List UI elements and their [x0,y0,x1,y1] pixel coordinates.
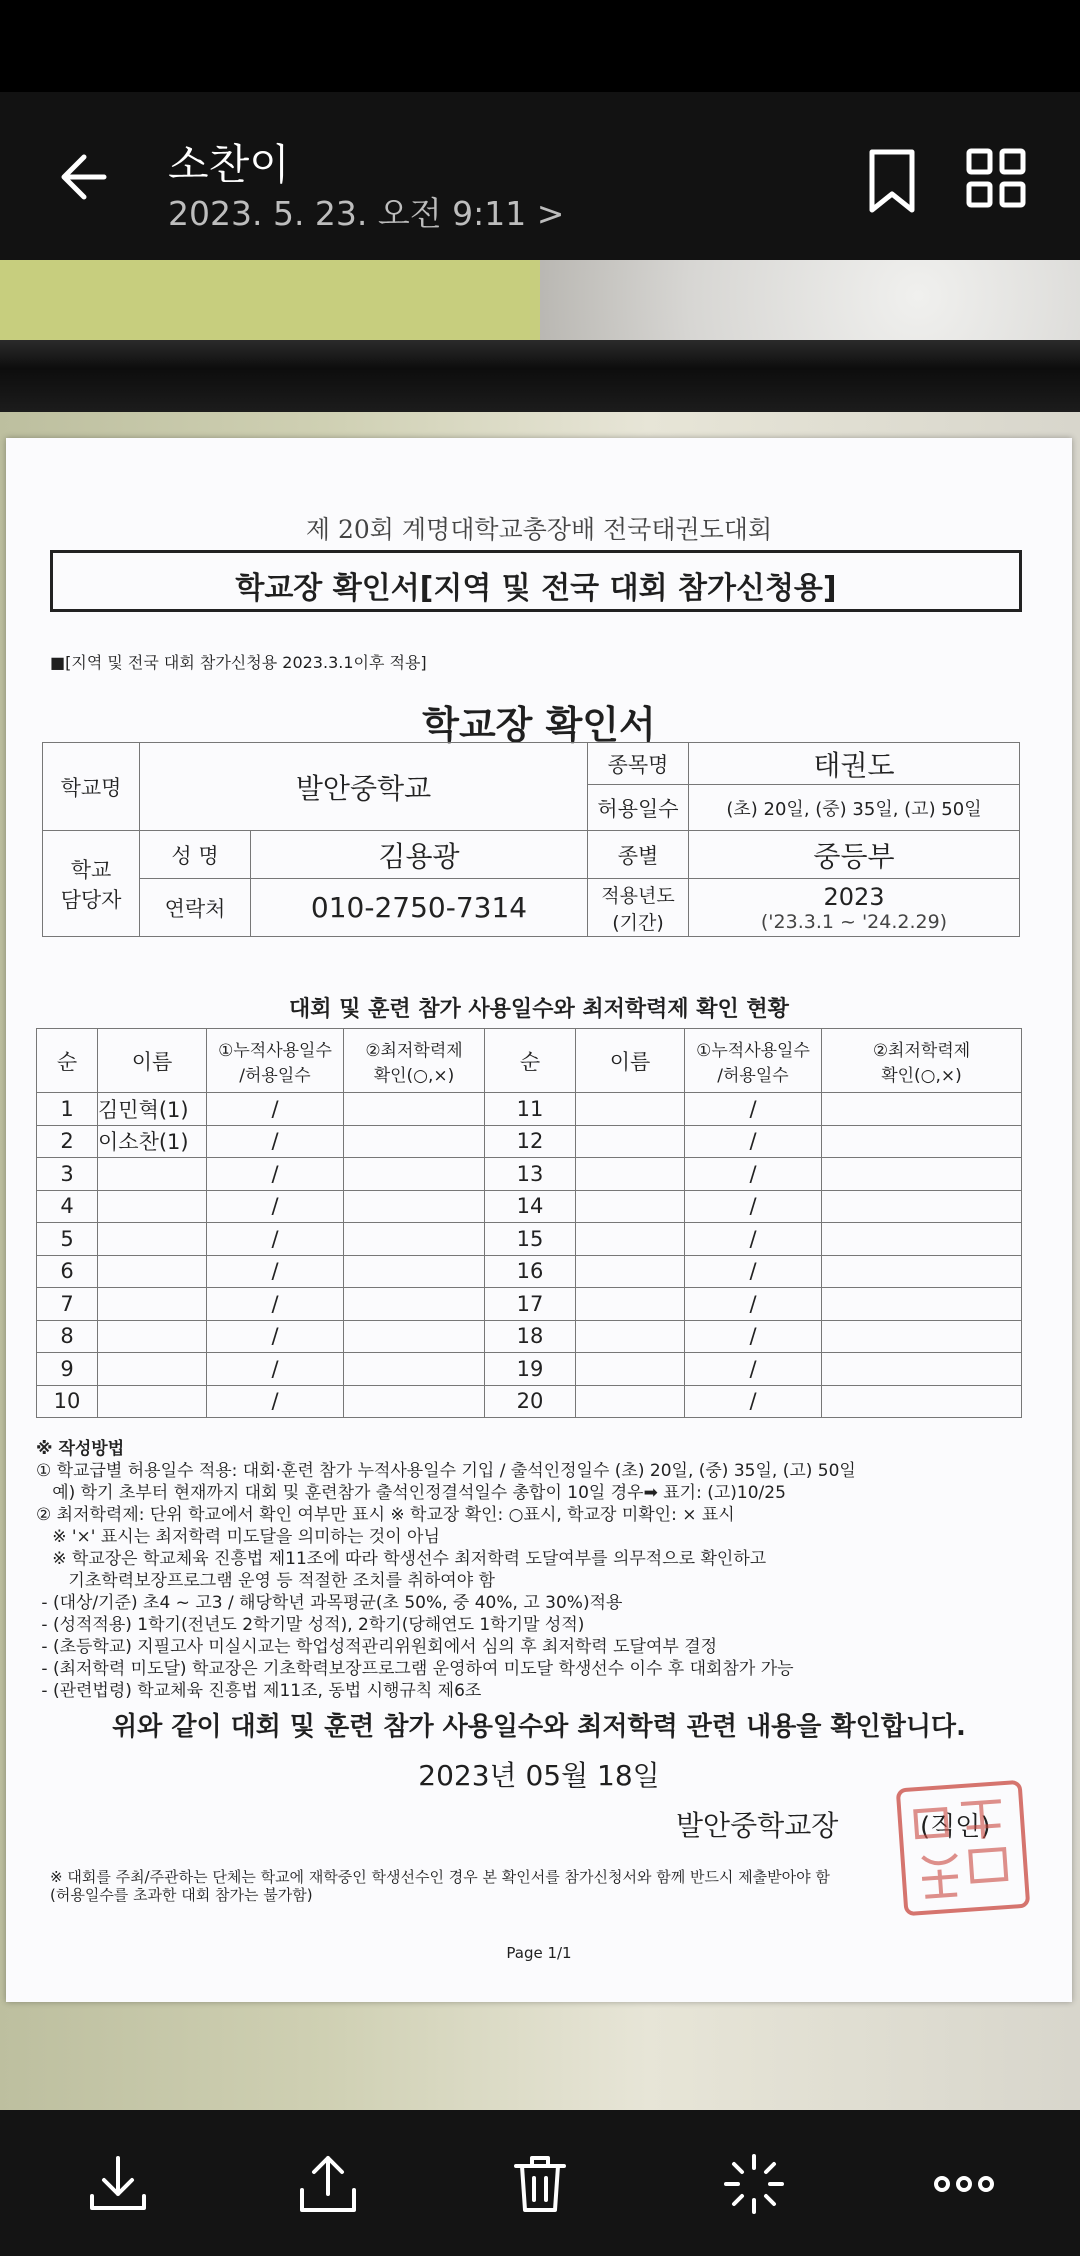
official-seal [896,1780,1031,1916]
note-line: 기초학력보장프로그램 운영 등 적절한 조치를 취하여야 함 [36,1571,495,1591]
row-number: 15 [485,1223,576,1256]
row-number: 14 [485,1190,576,1223]
grade-check [822,1255,1022,1288]
note-line: - (성적적용) 1학기(전년도 2학기말 성적), 2학기(당해연도 1학기말 성적) [36,1615,585,1635]
participant-name: 이소찬(1) [98,1125,207,1158]
grade-check [344,1125,485,1158]
participant-name [98,1158,207,1191]
used-days: / [685,1353,822,1386]
signer: 발안중학교장 [676,1809,839,1842]
note-line: ① 학교급별 허용일수 적용: 대회·훈련 참가 누적사용일수 기입 / 출석인정일수 (초) 20일, (중) 35일, (고) 50일 [36,1461,856,1481]
photo-viewer[interactable] [0,260,1080,2110]
row-number: 17 [485,1288,576,1321]
participant-name: 김민혁(1) [98,1093,207,1126]
grade-check [344,1190,485,1223]
grade-check [344,1320,485,1353]
header-grade: ②최저학력제 확인(○,×) [344,1029,485,1093]
participant-name [576,1158,685,1191]
row-number: 6 [37,1255,98,1288]
sport-value: 태권도 [689,743,1020,785]
used-days: / [685,1223,822,1256]
grade-check [344,1288,485,1321]
note-line: - (대상/기준) 초4 ~ 고3 / 해당학년 과목평균(초 50%, 중 40%, 고 30%)적용 [36,1593,623,1613]
row-number: 16 [485,1255,576,1288]
row-number: 4 [37,1190,98,1223]
usage-label: ■[지역 및 전국 대회 참가신청용 2023.3.1이후 적용] [50,653,427,672]
title-box-text: 학교장 확인서[지역 및 전국 대회 참가신청용] [235,571,837,606]
main-title: 학교장 확인서 [422,703,656,747]
name-value: 김용광 [251,831,588,879]
bookmark-icon[interactable] [862,146,922,216]
info-table [42,742,1020,937]
used-days: / [207,1125,344,1158]
year-cell [689,879,1020,937]
division-label: 종별 [588,831,689,879]
participant-name [98,1223,207,1256]
used-days: / [207,1158,344,1191]
document-date: 2023년 05월 18일 [418,1759,660,1792]
row-number: 13 [485,1158,576,1191]
participant-name [576,1093,685,1126]
document-page [6,438,1072,2002]
division-value: 중등부 [689,831,1020,879]
row-number: 5 [37,1223,98,1256]
table-row [37,1255,1022,1288]
used-days: / [207,1385,344,1418]
grade-check [344,1255,485,1288]
table-row [37,1093,1022,1126]
note-line: ※ 학교장은 학교체육 진흥법 제11조에 따라 학생선수 최저학력 도달여부를 의무적으로 확인하고 [36,1549,767,1569]
table-row [37,1320,1022,1353]
header-name: 이름 [98,1029,207,1093]
header-no: 순 [37,1029,98,1093]
grade-check [822,1385,1022,1418]
participant-name [98,1255,207,1288]
contact-value: 010-2750-7314 [251,879,588,937]
participant-name [576,1385,685,1418]
used-days: / [685,1385,822,1418]
notes [36,1438,1046,1702]
event-name: 제 20회 계명대학교총장배 전국태권도대회 [305,515,773,544]
used-days: / [207,1288,344,1321]
header-name: 이름 [576,1029,685,1093]
table-row [37,1385,1022,1418]
participant-name [576,1125,685,1158]
used-days: / [685,1125,822,1158]
participant-name [576,1288,685,1321]
participant-name [576,1353,685,1386]
magic-wand-icon[interactable] [720,2150,788,2218]
participant-name [98,1353,207,1386]
participant-name [576,1190,685,1223]
download-icon[interactable] [84,2150,152,2218]
used-days: / [685,1190,822,1223]
trash-icon[interactable] [506,2150,574,2218]
note-line: - (초등학교) 지필고사 미실시교는 학업성적관리위원회에서 심의 후 최저학력 도달여부 결정 [36,1637,718,1657]
allowed-value: (초) 20일, (중) 35일, (고) 50일 [689,785,1020,831]
row-number: 10 [37,1385,98,1418]
year-value: 2023 [823,882,885,911]
used-days: / [207,1190,344,1223]
participant-name [98,1288,207,1321]
row-number: 12 [485,1125,576,1158]
seal-label: (직인) [920,1812,991,1842]
status-bar [0,0,1080,92]
grade-check [822,1125,1022,1158]
title-box [50,550,1022,612]
year-label: 적용년도 (기간) [588,879,689,937]
photo-date[interactable]: 2023. 5. 23. 오전 9:11 > [168,194,565,233]
school-label: 학교명 [43,743,140,831]
bottom-action-bar [0,2110,1080,2256]
grade-check [344,1353,485,1386]
table-row [37,1223,1022,1256]
note-line: ※ 작성방법 [36,1439,125,1459]
participant-name [576,1223,685,1256]
used-days: / [685,1288,822,1321]
participant-name [576,1255,685,1288]
used-days: / [685,1158,822,1191]
used-days: / [685,1093,822,1126]
header-days: ①누적사용일수 /허용일수 [685,1029,822,1093]
table-row [37,1353,1022,1386]
note-line: - (최저학력 미도달) 학교장은 기초학력보장프로그램 운영하여 미도달 학생선수 이수 후 대회참가 가능 [36,1659,794,1679]
note-line: - (관련법령) 학교체육 진흥법 제11조, 동법 시행규칙 제6조 [36,1681,482,1701]
note-line: 예) 학기 초부터 현재까지 대회 및 훈련참가 출석인정결석일수 총합이 10일 경우➡ 표기: (고)10/25 [36,1483,786,1503]
header-no: 순 [485,1029,576,1093]
used-days: / [207,1320,344,1353]
page-number: Page 1/1 [506,1944,572,1962]
participant-name [98,1320,207,1353]
grade-check [822,1158,1022,1191]
row-number: 19 [485,1353,576,1386]
row-number: 11 [485,1093,576,1126]
grade-check [822,1093,1022,1126]
school-value: 발안중학교 [140,743,588,831]
grade-check [344,1223,485,1256]
back-arrow-icon[interactable] [52,142,122,212]
share-icon[interactable] [294,2150,362,2218]
photo-background [0,260,540,350]
allowed-label: 허용일수 [588,785,689,831]
row-number: 9 [37,1353,98,1386]
used-days: / [207,1255,344,1288]
footnote: ※ 대회를 주최/주관하는 단체는 학교에 재학중인 학생선수인 경우 본 확인서를 참가신청서와 함께 반드시 제출받아야 함 (허용일수를 초과한 대회 참가는 불가함) [50,1868,830,1904]
section-title: 대회 및 훈련 참가 사용일수와 최저학력제 확인 현황 [289,997,789,1022]
grade-check [822,1288,1022,1321]
grade-check [822,1223,1022,1256]
top-app-bar [0,92,1080,260]
participant-name [576,1320,685,1353]
participant-name [98,1190,207,1223]
confirm-text: 위와 같이 대회 및 훈련 참가 사용일수와 최저학력 관련 내용을 확인합니다. [112,1712,966,1742]
sport-label: 종목명 [588,743,689,785]
row-number: 2 [37,1125,98,1158]
used-days: / [685,1255,822,1288]
row-number: 3 [37,1158,98,1191]
contact-label: 연락처 [140,879,251,937]
used-days: / [207,1223,344,1256]
table-row [37,1190,1022,1223]
row-number: 8 [37,1320,98,1353]
grade-check [344,1158,485,1191]
grade-check [822,1190,1022,1223]
name-label: 성 명 [140,831,251,879]
more-icon[interactable] [930,2150,998,2218]
note-line: ※ '×' 표시는 최저학력 미도달을 의미하는 것이 아님 [36,1527,440,1547]
used-days: / [207,1353,344,1386]
grid-view-icon[interactable] [966,148,1026,208]
period-value: ('23.3.1 ~ '24.2.29) [760,910,948,933]
header-days: ①누적사용일수 /허용일수 [207,1029,344,1093]
row-number: 7 [37,1288,98,1321]
table-row [37,1158,1022,1191]
grade-check [822,1320,1022,1353]
header-grade: ②최저학력제 확인(○,×) [822,1029,1022,1093]
album-title: 소찬이 [168,140,290,189]
row-number: 1 [37,1093,98,1126]
row-number: 20 [485,1385,576,1418]
photo-background [540,260,1080,350]
manager-label: 학교 담당자 [43,831,140,937]
photo-background [0,340,1080,412]
row-number: 18 [485,1320,576,1353]
note-line: ② 최저학력제: 단위 학교에서 확인 여부만 표시 ※ 학교장 확인: ○표시, 학교장 미확인: × 표시 [36,1505,735,1525]
used-days: / [685,1320,822,1353]
grade-check [344,1093,485,1126]
participant-name [98,1385,207,1418]
table-row [37,1288,1022,1321]
grade-check [344,1385,485,1418]
grade-check [822,1353,1022,1386]
participants-table [36,1028,1022,1418]
table-row [37,1125,1022,1158]
used-days: / [207,1093,344,1126]
